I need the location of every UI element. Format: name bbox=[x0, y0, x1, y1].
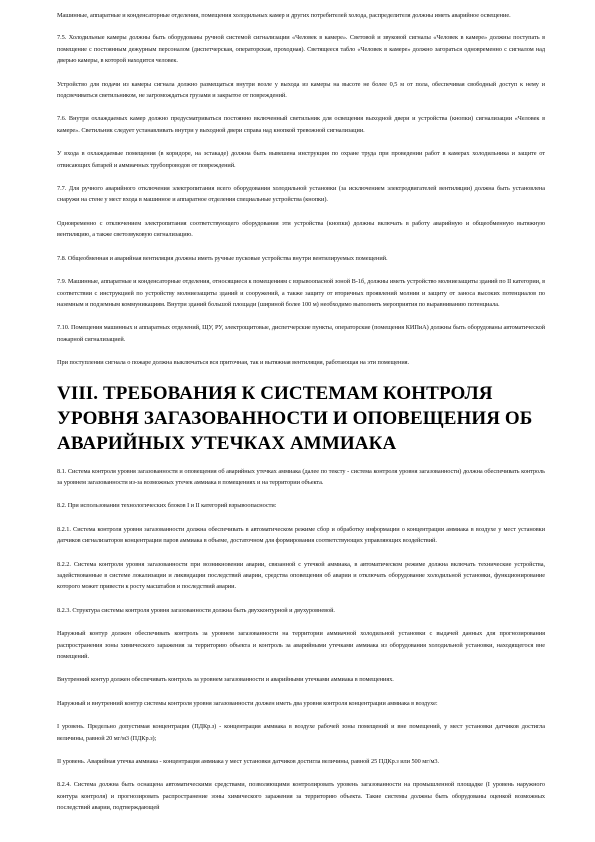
paragraph: Машинные, аппаратные и конденсаторные отделения, помещения холодильных камер и других потребителей холода, распределителя должны иметь аварийное освещение. bbox=[57, 12, 511, 19]
paragraph: II уровень. Аварийная утечка аммиака - концентрация аммиака у мест установки датчиков достигла величины, равной 25 ПДКр.з или 500 мг/м3. bbox=[57, 758, 440, 766]
paragraph: Наружный контур должен обеспечивать контроль за уровнем загазованности на территории аммиачной холодильной установки с выдачей данных для прогнозирования распространения зоны химического заражения за территорию объекта и контроль за аварийными утечками аммиака из оборудования холодильной установки, находящегося вне помещений. bbox=[57, 630, 545, 660]
paragraph: 7.10. Помещения машинных и аппаратных отделений, ЩУ, РУ, электрощитовые, диспетчерские пункты, операторские (помещения КИПиА) должны быть оборудованы автоматической пожарной сигнализацией. bbox=[57, 324, 545, 343]
top-section bbox=[57, 10, 545, 369]
paragraph: 8.2.1. Система контроля уровня загазованности должна обеспечивать в автоматическом режиме сбор и обработку информации о концентрации аммиака в воздухе у мест установки датчиков сигнализаторов концентрации паров аммиака в объеме, достаточном для формирования соответствующих управляющих воздействий. bbox=[57, 525, 545, 545]
paragraph: 8.2.3. Структура системы контроля уровня загазованности должна быть двухконтурной и двухуровневой. bbox=[57, 606, 335, 614]
paragraph: Устройство для подачи из камеры сигнала должно размещаться внутри возле у выхода из камеры на высоте не более 0,5 м от пола, обеспечивая свободный доступ к нему и подсвечиваться светильником, не загромождаться грузами и закрытое от повреждений. bbox=[57, 80, 545, 100]
paragraph: У входа в охлаждаемые помещения (в коридоре, на эстакаде) должна быть вывешена инструкция по охране труда при проведении работ в камерах холодильника и защите от отвисающих батарей и аммиачных трубопроводов от повреждений. bbox=[57, 150, 545, 169]
paragraph: I уровень. Предельно допустимая концентрация (ПДКр.з) - концентрация аммиака в воздухе рабочей зоны помещений и вне помещений, у мест установки датчиков достигла величины, равной 20 мг/м3 (ПДКр.з); bbox=[57, 723, 545, 742]
paragraph: 8.2. При использовании технологических блоков I и II категорий взрывоопасности: bbox=[57, 502, 277, 510]
paragraph: Наружный и внутренний контур системы контроля уровня загазованности должен иметь два уровня контроля концентрации аммиака в воздухе: bbox=[57, 699, 438, 707]
paragraph: 7.7. Для ручного аварийного отключения электропитания всего оборудования холодильной установки (за исключением электродвигателей вентиляции) должна быть установлена снаружи на стене у мест входа в машинное и аппаратное отделения специальные устройства (кнопки). bbox=[57, 185, 545, 204]
paragraph: 7.5. Холодильные камеры должны быть оборудованы ручной системой сигнализации «Человек в камере». Световой и звуковой сигналы «Человек в камере» должны поступать в помещение с постоянным дежурным персоналом (диспетчерская, операторская, проходная). Светящееся табло «Человек в камере» должно загораться одновременно с сигналом над дверью камеры, в которой находится человек. bbox=[57, 34, 545, 65]
bottom-section bbox=[57, 466, 545, 814]
paragraph: 7.9. Машинные, аппаратные и конденсаторные отделения, относящиеся к помещениям с взрывоопасной зоной В-1б, должны иметь устройство молниезащиты зданий по II категории, в соответствии с инструкцией по устройству молниезащиты зданий и сооружений, а также защиту от вторичных проявлений молнии и защиту от заноса высоких потенциалов по наземным и подземным коммуникациям. Внутри зданий большой площади (шириной более 100 м) необходимо выполнять мероприятия по выравниванию потенциала. bbox=[57, 278, 545, 308]
document-page bbox=[57, 10, 545, 826]
paragraph: Внутренний контур должен обеспечивать контроль за уровнем загазованности и аварийными утечками аммиака в помещениях. bbox=[57, 676, 394, 684]
paragraph: При поступлении сигнала о пожаре должна выключаться вся приточная, так и вытяжная вентиляция, работающая на эти помещения. bbox=[57, 359, 410, 367]
paragraph: Одновременно с отключением электропитания соответствующего оборудования эти устройства (кнопки) должны включать в работу аварийную и общеобменную вытяжную вентиляцию, а также светозвуковую сигнализацию. bbox=[57, 219, 545, 239]
paragraph: 7.8. Общеобменная и аварийная вентиляция должны иметь ручные пусковые устройства внутри вентилируемых помещений. bbox=[57, 254, 388, 262]
paragraph: 8.2.2. Система контроля уровня загазованности при возникновении аварии, связанной с утечкой аммиака, в автоматическом режиме должна включать технические устройства, задействованные в системе локализации и ликвидации последствий аварии, средства оповещения об аварии и отключать оборудование холодильной установки, функционирование которого может привести к росту масштабов и последствий аварии. bbox=[57, 560, 545, 591]
paragraph: 8.1. Система контроля уровня загазованности и оповещения об аварийных утечках аммиака (далее по тексту - система контроля уровня загазованности) должна обеспечивать контроль за уровнем загазованности из-за возможных утечек аммиака в помещениях и на территории объекта. bbox=[57, 467, 545, 486]
paragraph: 8.2.4. Система должна быть оснащена автоматическими средствами, позволяющими контролировать уровень загазованности на промышленной площадке (I уровень наружного контура контроля) и прогнозировать распространение зоны химического заражения за территорию объекта. Такие системы должны быть оборудованы оценкой возможных последствий аварии, подтверждающей bbox=[57, 781, 545, 812]
paragraph: 7.6. Внутри охлаждаемых камер должно предусматриваться постоянно включенный светильник для освещения выходной двери и устройства (кнопки) сигнализации «Человек в камере». Светильник следует устанавливать внутри у выходной двери справа над кнопкой тревожной сигнализации. bbox=[57, 115, 545, 134]
section-heading: VIII. ТРЕБОВАНИЯ К СИСТЕМАМ КОНТРОЛЯ УРОВНЯ ЗАГАЗОВАННОСТИ И ОПОВЕЩЕНИЯ ОБ АВАРИЙНЫХ УТЕЧКАХ АММИАКА bbox=[57, 382, 533, 454]
